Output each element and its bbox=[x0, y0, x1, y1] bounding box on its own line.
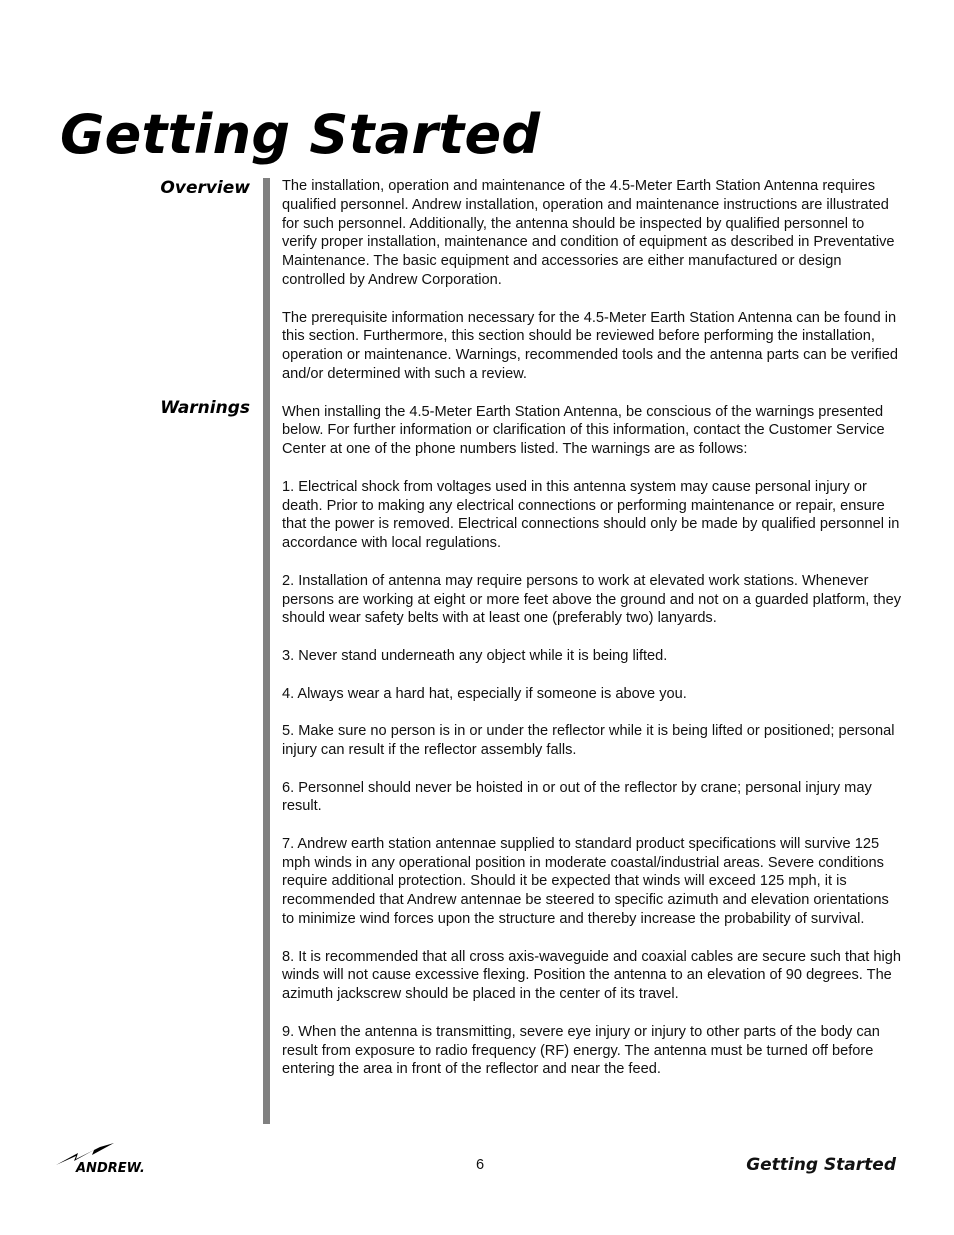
overview-paragraph-2: The prerequisite information necessary for the 4.5-Meter Earth Station Antenna can be found in this section. Furthermore, this section should be reviewed before performing the installation, operation or maintenance. Warnings, recommended tools and the antenna parts can be verified and/or determined with such a review. bbox=[282, 309, 899, 382]
warning-item-7: 7. Andrew earth station antennae supplied to standard product specifications will survive 125 mph winds in any operational position in moderate coastal/industrial areas. Severe conditions require additional protection. Should it be expected that winds will exceed 125 mph, it is recommended that Andrew antennae be steered to specific azimuth and elevation orientations to minimize wind forces upon the structure and thereby increase the probability of survival. bbox=[282, 835, 889, 928]
warning-item-2: 2. Installation of antenna may require persons to work at elevated work stations. Whenever persons are working at eight or more feet above the ground and not on a guarded platform, they should wear safety belts with at least one (preferably two) lanyards. bbox=[282, 572, 902, 627]
body-text bbox=[282, 177, 902, 1079]
logo-wordmark: ANDREW. bbox=[76, 1161, 145, 1175]
warnings-heading: Warnings bbox=[160, 398, 250, 418]
warnings-intro: When installing the 4.5-Meter Earth Station Antenna, be conscious of the warnings presented below. For further information or clarification of this information, contact the Customer Service Center at one of the phone numbers listed. The warnings are as follows: bbox=[282, 403, 885, 458]
warning-item-5: 5. Make sure no person is in or under the reflector while it is being lifted or positioned; personal injury can result if the reflector assembly falls. bbox=[282, 723, 895, 758]
page-number: 6 bbox=[476, 1157, 485, 1173]
page-title: Getting Started bbox=[60, 103, 541, 166]
overview-heading: Overview bbox=[160, 178, 250, 198]
warning-item-4: 4. Always wear a hard hat, especially if someone is above you. bbox=[282, 685, 687, 702]
warning-item-6: 6. Personnel should never be hoisted in or out of the reflector by crane; personal injury may result. bbox=[282, 779, 872, 815]
warning-item-1: 1. Electrical shock from voltages used in this antenna system may cause personal injury or death. Prior to making any electrical connections or performing maintenance or repair, ensure that the power is removed. Electrical connections should only be made by qualified personnel in accordance with local regulations. bbox=[282, 478, 900, 552]
overview-paragraph-1: The installation, operation and maintenance of the 4.5-Meter Earth Station Antenna requires qualified personnel. Andrew installation, operation and maintenance instructions are illustrated for such personnel. Additionally, the antenna should be inspected by qualified personnel to verify proper installation, maintenance and condition of equipment as described in Preventative Maintenance. The basic equipment and accessories are either manufactured or design controlled by Andrew Corporation. bbox=[282, 178, 895, 288]
warning-item-3: 3. Never stand underneath any object while it is being lifted. bbox=[282, 647, 668, 664]
warning-item-9: 9. When the antenna is transmitting, severe eye injury or injury to other parts of the body can result from exposure to radio frequency (RF) energy. The antenna must be turned off before entering the area in front of the reflector and near the feed. bbox=[282, 1023, 880, 1078]
vertical-divider bbox=[263, 178, 270, 1124]
andrew-logo bbox=[56, 1141, 172, 1175]
footer-title: Getting Started bbox=[746, 1155, 896, 1175]
warning-item-8: 8. It is recommended that all cross axis-waveguide and coaxial cables are secure such that high winds will not cause excessive flexing. Position the antenna to an elevation of 90 degrees. The azimuth jackscrew should be placed in the center of its travel. bbox=[282, 948, 901, 1003]
